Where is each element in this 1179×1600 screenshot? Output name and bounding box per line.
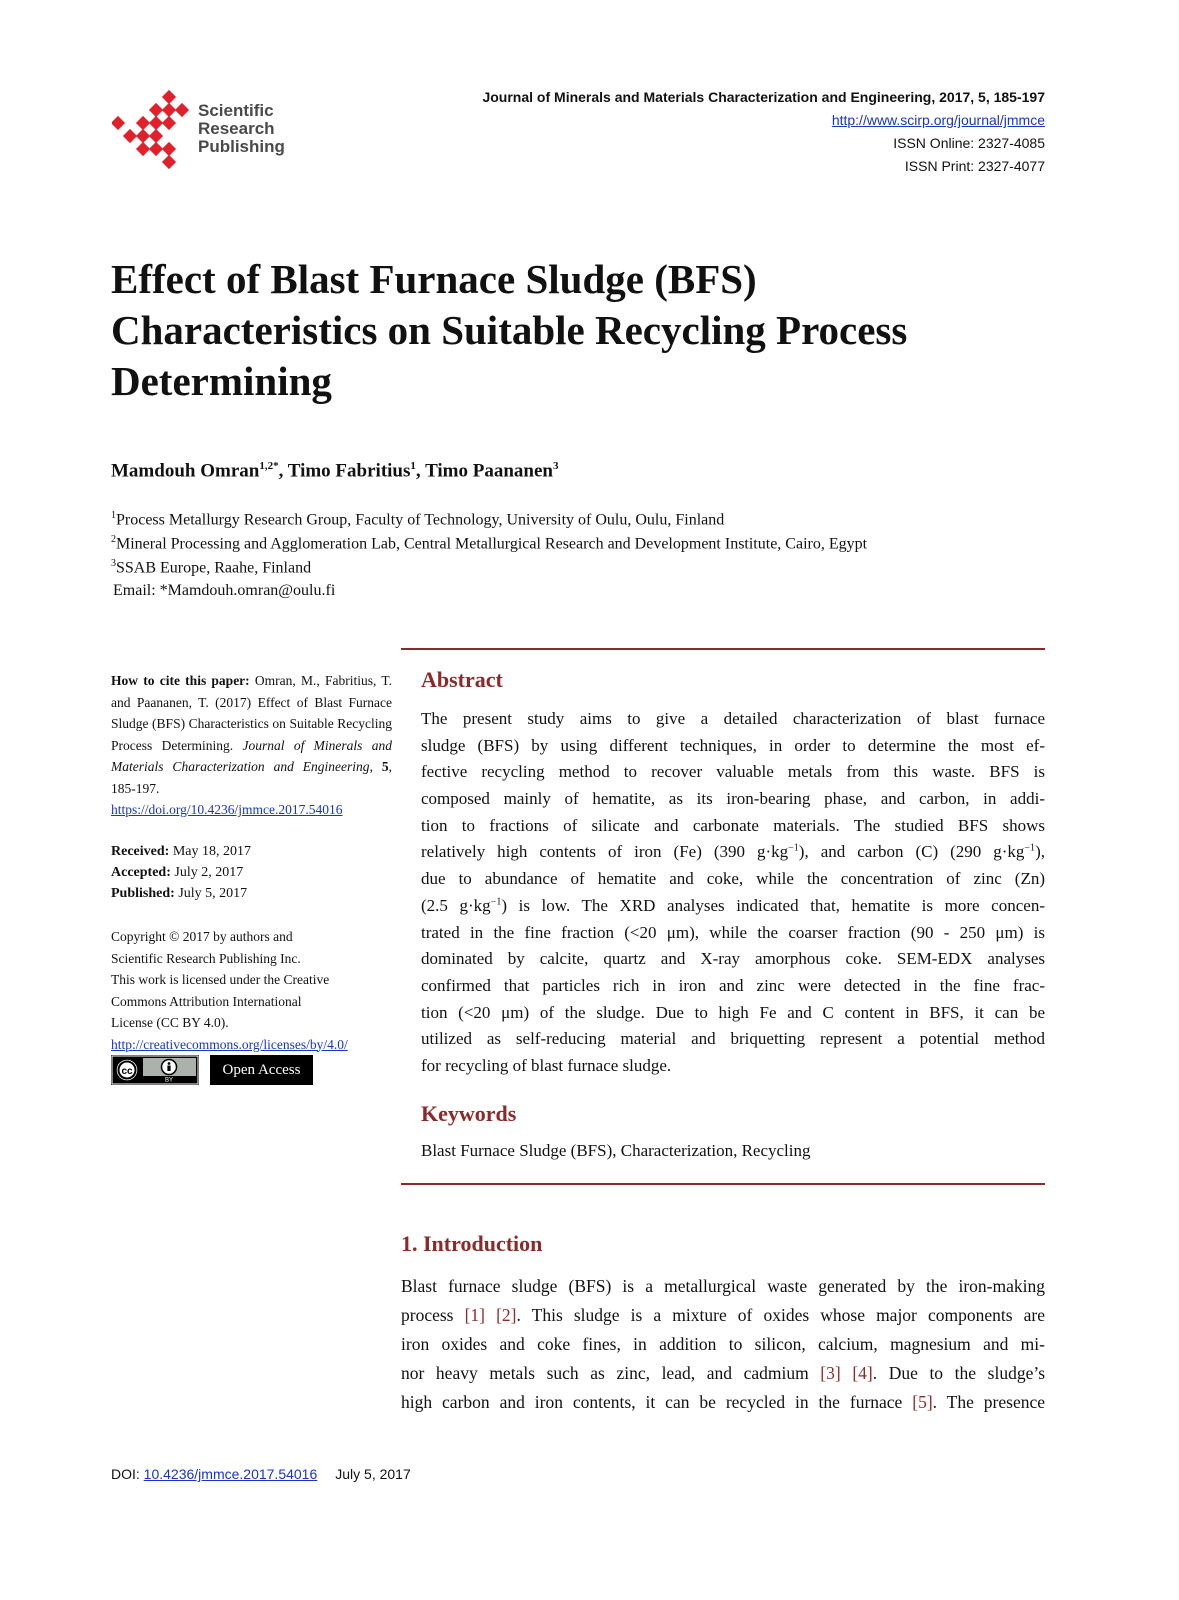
cite-text: Omran, M., Fabritius, T. and Paananen, T. (2017) Effect of Blast Furnace Sludge (BFS) Characteristics on Suitable Recycling Process Determining. xyxy=(111,673,393,753)
abstract-line xyxy=(421,1000,1045,1027)
affiliation xyxy=(111,534,867,553)
doi-link[interactable]: 10.4236/jmmce.2017.54016 xyxy=(143,1466,318,1482)
abstract-line xyxy=(421,813,1045,840)
introduction-line xyxy=(401,1359,1045,1388)
title-line: Determining xyxy=(111,358,332,404)
abstract-text: utilized as self-reducing material and briquetting represent a potential method xyxy=(421,1029,1045,1049)
published-label: Published: xyxy=(111,886,175,901)
abstract-line xyxy=(421,759,1045,786)
abstract-text: dominated by calcite, quartz and X-ray amorphous coke. SEM-EDX analyses xyxy=(421,949,1045,969)
open-access-badge: Open Access xyxy=(210,1055,313,1085)
article-dates xyxy=(111,841,251,904)
logo-line: Publishing xyxy=(198,137,285,156)
affiliation-mark: 2 xyxy=(111,534,116,545)
cc-by-license-icon[interactable] xyxy=(111,1055,199,1085)
svg-text:cc: cc xyxy=(121,1066,133,1077)
journal-name: Journal of Minerals and Materials Characterization and Engineering, 2017, 5, 185-197 xyxy=(482,89,1045,105)
author-name: Timo Paananen xyxy=(425,460,553,482)
logo-text xyxy=(198,102,285,156)
accepted-value: July 2, 2017 xyxy=(170,865,244,880)
copyright-line: License (CC BY 4.0). xyxy=(111,1015,229,1030)
cc-by-label: BY xyxy=(164,1077,174,1084)
abstract-text: due to abundance of hematite and coke, while the concentration of zinc (Zn) xyxy=(421,869,1045,889)
logo-line: Research xyxy=(198,119,275,138)
citation-link[interactable]: [4] xyxy=(852,1363,873,1383)
divider xyxy=(401,1183,1045,1185)
published-date xyxy=(111,883,251,904)
issn-online: ISSN Online: 2327-4085 xyxy=(893,135,1045,151)
accepted-label: Accepted: xyxy=(111,865,171,880)
abstract-line xyxy=(421,733,1045,760)
copyright-line: This work is licensed under the Creative xyxy=(111,972,330,987)
introduction-text: iron oxides and coke fines, in addition to silicon, calcium, magnesium and mi- xyxy=(401,1334,1045,1354)
keywords-text: Blast Furnace Sludge (BFS), Characterization, Recycling xyxy=(421,1141,811,1160)
journal-url-link[interactable]: http://www.scirp.org/journal/jmmce xyxy=(831,112,1045,128)
abstract-line xyxy=(421,786,1045,813)
abstract-text: tion (<20 μm) of the sludge. Due to high Fe and C content in BFS, it can be xyxy=(421,1002,1045,1022)
abstract-line xyxy=(421,1053,1045,1080)
introduction-text: Blast furnace sludge (BFS) is a metallurgical waste generated by the iron-making xyxy=(401,1276,1045,1296)
introduction-text: process xyxy=(401,1305,465,1325)
keywords-heading: Keywords xyxy=(421,1101,517,1126)
cite-label: How to cite this paper: xyxy=(111,673,250,688)
publisher-logo xyxy=(112,86,312,172)
divider xyxy=(401,648,1045,650)
abstract-line xyxy=(421,973,1045,1000)
unit-exponent: −1 xyxy=(788,842,799,854)
diamond-logo-icon xyxy=(112,86,192,172)
author-name: Mamdouh Omran xyxy=(111,460,260,482)
abstract-line xyxy=(421,893,1045,920)
introduction-text: nor heavy metals such as zinc, lead, and cadmium xyxy=(401,1363,821,1383)
title-line: Characteristics on Suitable Recycling Process xyxy=(111,307,908,353)
published-value: July 5, 2017 xyxy=(174,886,248,901)
copyright-notice xyxy=(111,926,401,1055)
author-affiliation-mark: 1,2* xyxy=(259,460,279,472)
introduction-text: . This sludge is a mixture of oxides whose major components are xyxy=(516,1305,1046,1325)
page-footer xyxy=(111,1466,411,1482)
abstract-text: ), and carbon (C) (290 g·kg xyxy=(798,842,1025,862)
abstract-text: relatively high contents of iron (Fe) (390 g·kg xyxy=(421,842,789,862)
abstract-text: for recycling of blast furnace sludge. xyxy=(421,1055,672,1075)
copyright-line: Scientific Research Publishing Inc. xyxy=(111,950,301,966)
paper-title xyxy=(111,254,1061,407)
abstract-text: sludge (BFS) by using different techniques, in order to determine the most ef- xyxy=(421,735,1045,755)
introduction-text: high carbon and iron contents, it can be recycled in the furnace xyxy=(401,1392,913,1412)
abstract-text: confirmed that particles rich in iron and zinc were detected in the fine frac- xyxy=(421,975,1045,995)
cite-separator: , xyxy=(369,759,382,774)
copyright-line: Commons Attribution International xyxy=(111,993,302,1009)
abstract-heading: Abstract xyxy=(421,667,503,692)
author-name: Timo Fabritius xyxy=(287,460,411,482)
introduction-text: . Due to the sludge’s xyxy=(872,1363,1046,1383)
doi-label: DOI: xyxy=(111,1466,144,1482)
copyright-line: Copyright © 2017 by authors and xyxy=(111,929,293,944)
abstract-text: ) is low. The XRD analyses indicated that, hematite is more concen- xyxy=(501,895,1045,915)
abstract-line xyxy=(421,1026,1045,1053)
cite-volume: 5 xyxy=(381,759,389,774)
abstract-body xyxy=(421,706,1045,1080)
introduction-line xyxy=(401,1272,1045,1301)
citation-link[interactable]: [3] xyxy=(820,1363,841,1383)
affiliation xyxy=(111,558,311,577)
abstract-text: tion to fractions of silicate and carbonate materials. The studied BFS shows xyxy=(421,815,1045,835)
affiliation-mark: 3 xyxy=(111,558,116,569)
introduction-text xyxy=(841,1363,853,1383)
creative-commons-icon xyxy=(111,1055,199,1085)
author-affiliation-mark: 3 xyxy=(553,460,559,472)
issn-print: ISSN Print: 2327-4077 xyxy=(904,158,1045,174)
abstract-line xyxy=(421,920,1045,947)
received-value: May 18, 2017 xyxy=(169,844,251,859)
license-link[interactable]: http://creativecommons.org/licenses/by/4.0/ xyxy=(111,1036,348,1052)
cite-doi-link[interactable]: https://doi.org/10.4236/jmmce.2017.54016 xyxy=(111,802,343,817)
abstract-text: (2.5 g·kg xyxy=(421,895,491,915)
introduction-text xyxy=(485,1305,496,1325)
citation-link[interactable]: [2] xyxy=(496,1305,517,1325)
introduction-line xyxy=(401,1388,1045,1417)
title-line: Effect of Blast Furnace Sludge (BFS) xyxy=(111,256,757,302)
abstract-line xyxy=(421,866,1045,893)
abstract-text: composed mainly of hematite, as its iron-bearing phase, and carbon, in addi- xyxy=(421,789,1045,809)
abstract-line xyxy=(421,706,1045,733)
introduction-line xyxy=(401,1330,1045,1359)
introduction-body xyxy=(401,1272,1045,1417)
citation-link[interactable]: [1] xyxy=(464,1305,485,1325)
affiliation xyxy=(111,510,724,529)
citation-link[interactable]: [5] xyxy=(912,1392,933,1412)
footer-date: July 5, 2017 xyxy=(335,1466,411,1482)
introduction-text: . The presence xyxy=(932,1392,1046,1412)
unit-exponent: −1 xyxy=(490,896,502,908)
unit-exponent: −1 xyxy=(1024,842,1036,854)
affiliation-text: SSAB Europe, Raahe, Finland xyxy=(116,559,312,577)
author-affiliation-mark: 1 xyxy=(410,460,416,472)
received-date xyxy=(111,841,251,862)
how-to-cite xyxy=(111,670,392,821)
abstract-text: trated in the fine fraction (<20 μm), while the coarser fraction (90 - 250 μm) is xyxy=(421,922,1045,942)
received-label: Received: xyxy=(111,844,170,859)
introduction-line xyxy=(401,1301,1045,1330)
abstract-text: fective recycling method to recover valuable metals from this waste. BFS is xyxy=(421,762,1045,782)
logo-line: Scientific xyxy=(198,101,274,120)
introduction-heading: 1. Introduction xyxy=(401,1231,543,1256)
accepted-date xyxy=(111,862,251,883)
cite-journal: Journal of Minerals and Materials Characterization and Engineering xyxy=(111,737,392,774)
affiliation-text: Process Metallurgy Research Group, Faculty of Technology, University of Oulu, Oulu, Finland xyxy=(116,511,725,529)
abstract-text: ), xyxy=(1035,842,1045,862)
abstract-line xyxy=(421,839,1045,866)
affiliation-mark: 1 xyxy=(111,510,116,521)
cite-pages: , 185-197. xyxy=(111,759,392,796)
abstract-text: The present study aims to give a detailed characterization of blast furnace xyxy=(421,709,1045,728)
author-list: Mamdouh Omran$^{1,2*}$, Timo Fabritius$^1$, Timo Paananen$^3$ xyxy=(111,460,559,482)
affiliation-text: Mineral Processing and Agglomeration Lab, Central Metallurgical Research and Development Institute, Cairo, Egypt xyxy=(116,535,868,553)
abstract-line xyxy=(421,946,1045,973)
corresponding-email[interactable]: Email: *Mamdouh.omran@oulu.fi xyxy=(113,582,336,599)
